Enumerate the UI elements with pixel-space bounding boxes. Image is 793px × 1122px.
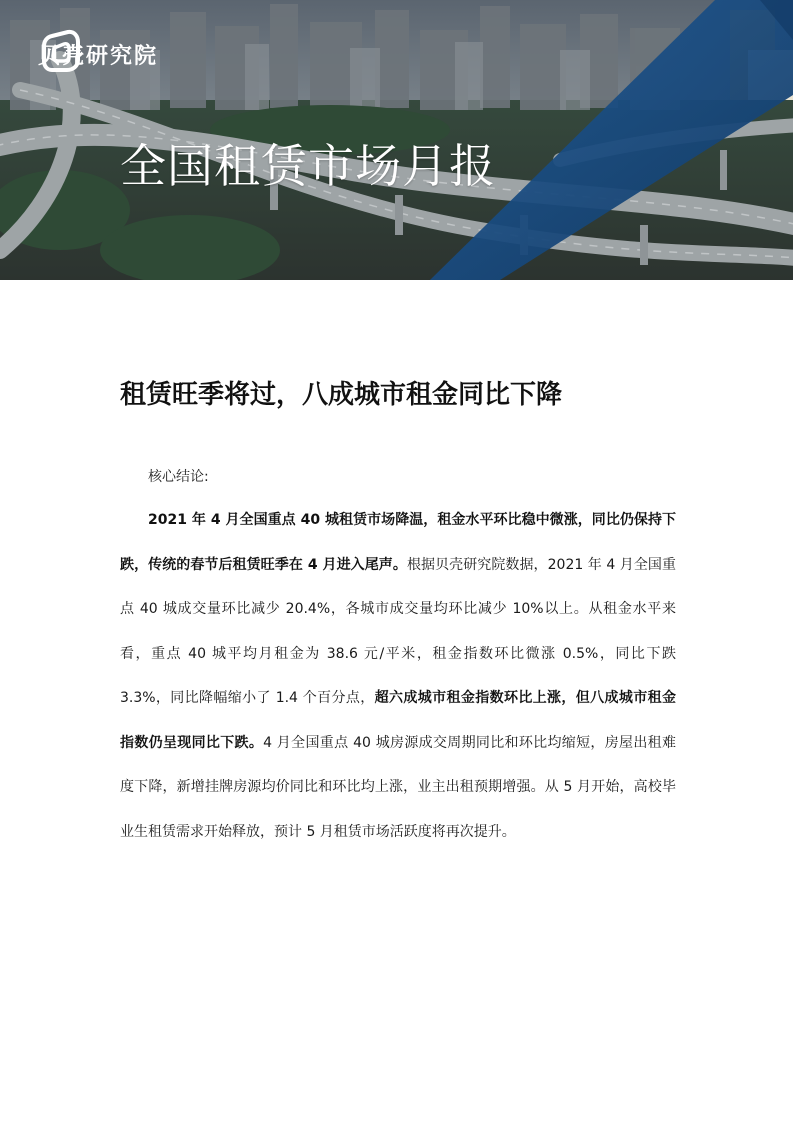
brand-name: 贝壳研究院	[38, 43, 159, 69]
article-headline: 租赁旺季将过，八成城市租金同比下降	[120, 380, 563, 410]
paragraph-segment-bold: 超六成城市租金指数环比上涨，但八成城市租金指数仍呈现同比下跌。	[120, 690, 677, 751]
beike-logo-icon	[38, 28, 86, 76]
brand-logo	[38, 28, 158, 80]
section-label: 核心结论:	[148, 469, 209, 485]
summary-paragraph	[120, 498, 676, 854]
paragraph-segment: 4 月全国重点 40 城房源成交周期同比和环比均缩短，房屋出租难度下降，新增挂牌房源均价同比和环比均上涨，业主出租预期增强。从 5 月开始，高校毕业生租赁需求开始释放，预计 5 月租赁市场活跃度将再次提升。	[120, 734, 676, 840]
paragraph-segment: 根据贝壳研究院数据，2021 年 4 月全国重点 40 城成交量环比减少 20.4%，各城市成交量均环比减少 10%以上。从租金水平来看，重点 40 城平均月租金为 38.6 元/平米，租金指数环比微涨 0.5%，同比下跌 3.3%，同比降幅缩小了 1.4 个百分点，	[120, 556, 676, 706]
header-banner	[0, 0, 793, 280]
report-title: 全国租赁市场月报	[120, 139, 496, 193]
paragraph-segment-bold: 2021 年 4 月全国重点 40 城租赁市场降温，租金水平环比稳中微涨，同比仍保持下跌，传统的春节后租赁旺季在 4 月进入尾声。	[120, 512, 676, 573]
